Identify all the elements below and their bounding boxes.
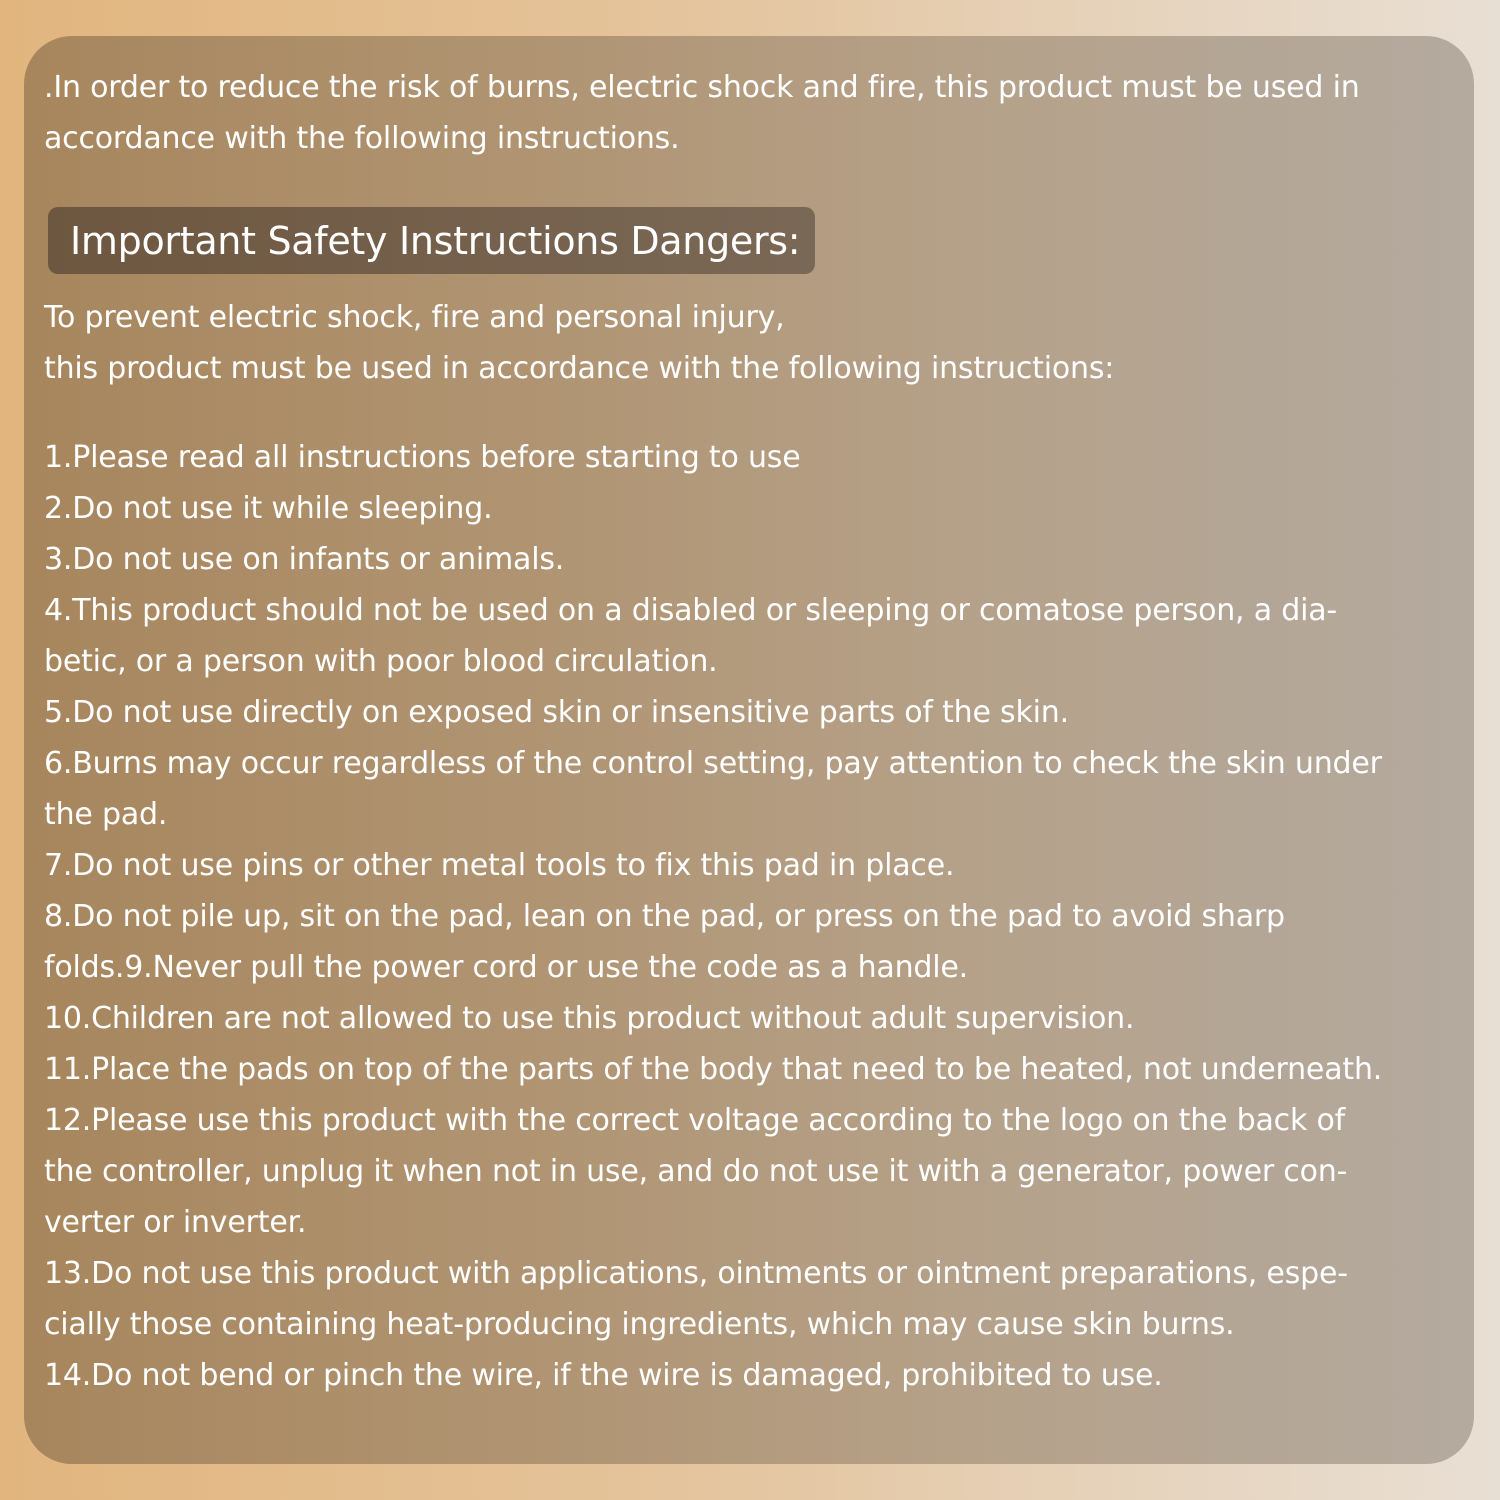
prevent-paragraph: [44, 292, 1114, 394]
section-heading: Important Safety Instructions Dangers:: [70, 218, 801, 263]
heading-banner: [48, 207, 815, 274]
list-item: 7.Do not use pins or other metal tools to fix this pad in place.: [44, 848, 955, 883]
list-item: 2.Do not use it while sleeping.: [44, 491, 493, 526]
list-item: 6.Burns may occur regardless of the control setting, pay attention to check the skin under: [44, 746, 1382, 781]
intro-line: .In order to reduce the risk of burns, electric shock and fire, this product must be used in: [44, 70, 1360, 105]
prevent-line: To prevent electric shock, fire and personal injury,: [44, 300, 785, 335]
list-item: betic, or a person with poor blood circulation.: [44, 644, 718, 679]
list-item: 3.Do not use on infants or animals.: [44, 542, 565, 577]
list-item: 14.Do not bend or pinch the wire, if the wire is damaged, prohibited to use.: [44, 1358, 1163, 1393]
list-item: 4.This product should not be used on a disabled or sleeping or comatose person, a dia-: [44, 593, 1338, 628]
list-item: 8.Do not pile up, sit on the pad, lean on the pad, or press on the pad to avoid sharp: [44, 899, 1285, 934]
list-item: the controller, unplug it when not in use, and do not use it with a generator, power con-: [44, 1154, 1348, 1189]
list-item: 1.Please read all instructions before starting to use: [44, 440, 801, 475]
list-item: 13.Do not use this product with applications, ointments or ointment preparations, espe-: [44, 1256, 1348, 1291]
intro-paragraph: [44, 62, 1360, 164]
list-item: the pad.: [44, 797, 168, 832]
intro-line: accordance with the following instructions.: [44, 121, 680, 156]
list-item: 11.Place the pads on top of the parts of the body that need to be heated, not underneath.: [44, 1052, 1383, 1087]
list-item: folds.9.Never pull the power cord or use the code as a handle.: [44, 950, 968, 985]
list-item: 10.Children are not allowed to use this product without adult supervision.: [44, 1001, 1135, 1036]
list-item: 5.Do not use directly on exposed skin or insensitive parts of the skin.: [44, 695, 1069, 730]
list-item: cially those containing heat-producing ingredients, which may cause skin burns.: [44, 1307, 1235, 1342]
instruction-list: [44, 432, 1382, 1401]
prevent-line: this product must be used in accordance with the following instructions:: [44, 351, 1115, 386]
list-item: 12.Please use this product with the correct voltage according to the logo on the back of: [44, 1103, 1345, 1138]
list-item: verter or inverter.: [44, 1205, 307, 1240]
instructions-panel: [24, 36, 1474, 1464]
